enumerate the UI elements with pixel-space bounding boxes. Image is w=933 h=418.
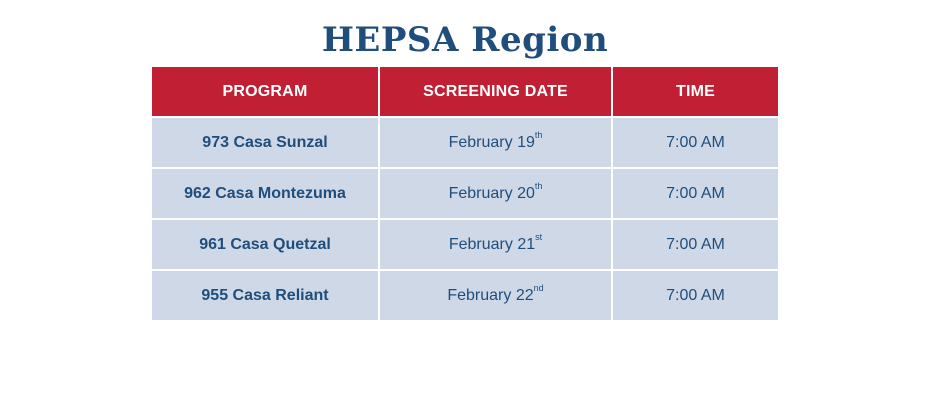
date-text: February 21: [448, 235, 536, 253]
date-text: February 20: [448, 184, 535, 202]
screening-date-cell: [379, 219, 612, 270]
screening-date-cell: [379, 117, 612, 168]
date-ordinal-suffix: th: [534, 130, 543, 141]
screening-date-cell: [379, 168, 612, 219]
date-text: February 22: [447, 286, 534, 304]
table-row: [152, 117, 778, 168]
screening-date-cell: [379, 270, 612, 320]
column-header-program: PROGRAM: [152, 67, 379, 117]
date-ordinal-suffix: th: [534, 181, 543, 192]
program-cell: 962 Casa Montezuma: [152, 168, 379, 219]
table-row: [152, 219, 778, 270]
table-row: [152, 168, 778, 219]
time-cell: 7:00 AM: [612, 168, 778, 219]
time-cell: 7:00 AM: [612, 117, 778, 168]
page-title: HEPSA Region: [321, 20, 609, 60]
screening-schedule-table: [152, 67, 778, 320]
date-text: February 19: [448, 133, 535, 151]
date-ordinal-suffix: nd: [533, 283, 544, 294]
program-cell: 955 Casa Reliant: [152, 270, 379, 320]
column-header-screening-date: SCREENING DATE: [379, 67, 612, 117]
date-ordinal-suffix: st: [535, 232, 543, 243]
column-header-time: TIME: [612, 67, 778, 117]
time-cell: 7:00 AM: [612, 219, 778, 270]
program-cell: 973 Casa Sunzal: [152, 117, 379, 168]
program-cell: 961 Casa Quetzal: [152, 219, 379, 270]
table-header-row: [152, 67, 778, 117]
table-row: [152, 270, 778, 320]
time-cell: 7:00 AM: [612, 270, 778, 320]
